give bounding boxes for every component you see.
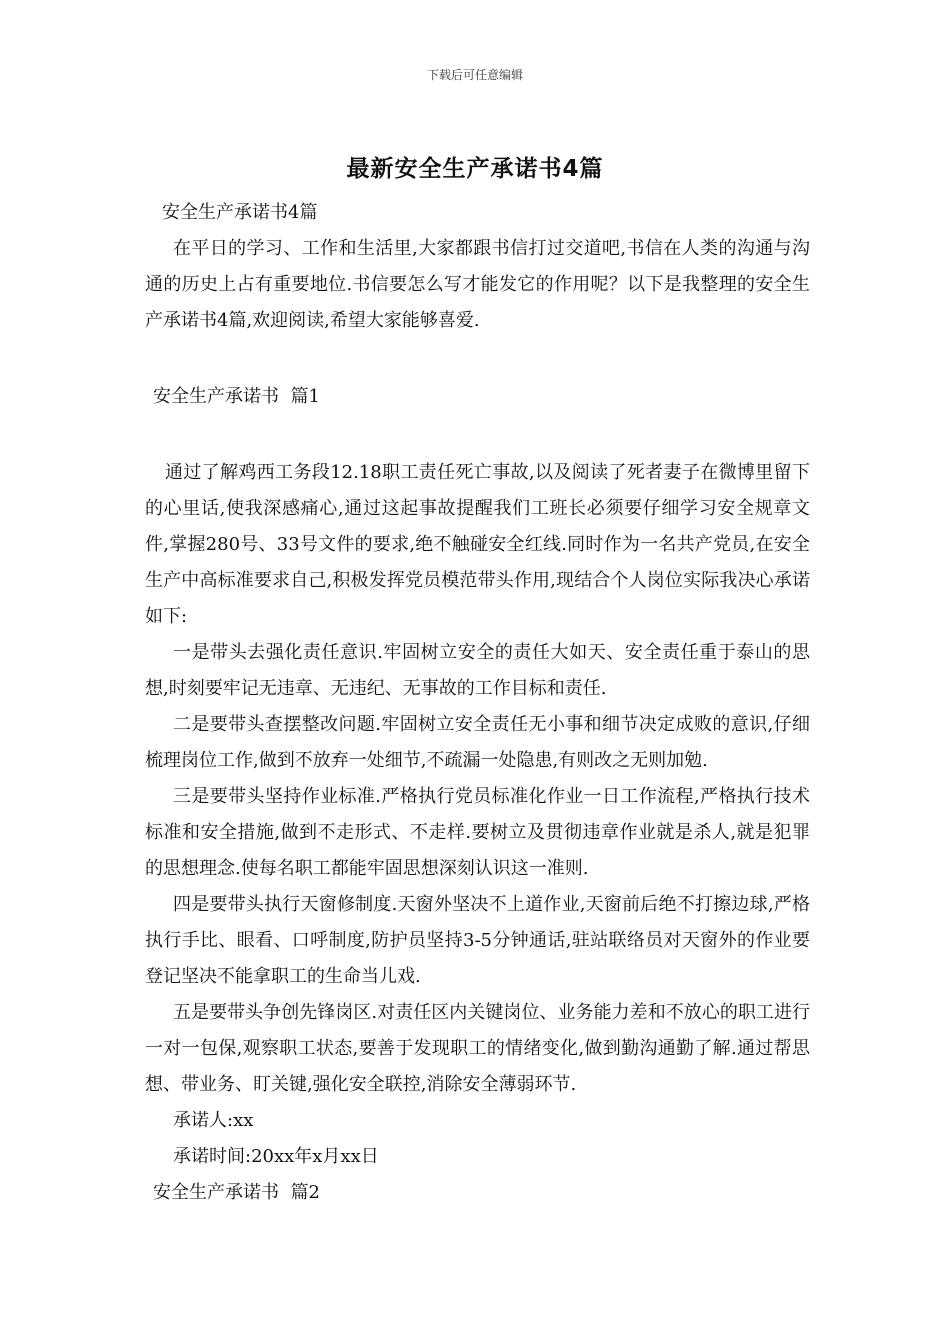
section-2-heading: 安全生产承诺书 篇2: [153, 1182, 320, 1203]
commitment-item-4: 四是要带头执行天窗修制度.天窗外坚决不上道作业,天窗前后绝不打擦边球,严格执行手比、眼看、口呼制度,防护员坚持3-5分钟通话,驻站联络员对天窗外的作业要登记坚决不能拿职工的生命当儿戏.: [145, 894, 810, 987]
signer-line: 承诺人:xx: [173, 1110, 254, 1131]
section-1-heading: 安全生产承诺书 篇1: [153, 386, 320, 407]
header-note: 下载后可任意编辑: [426, 68, 523, 82]
document-title: 最新安全生产承诺书4篇: [346, 156, 604, 182]
date-line: 承诺时间:20xx年x月xx日: [173, 1146, 379, 1167]
section-1-lead-paragraph: 通过了解鸡西工务段12.18职工责任死亡事故,以及阅读了死者妻子在微博里留下的心里话,使我深感痛心,通过这起事故提醒我们工班长必须要仔细学习安全规章文件,掌握280号、33号文件的要求,绝不触碰安全红线.同时作为一名共产党员,在安全生产中高标准要求自己,积极发挥党员模范带头作用,现结合个人岗位实际我决心承诺如下:: [145, 462, 810, 627]
document-body: [145, 195, 810, 1211]
commitment-item-3: 三是要带头坚持作业标准.严格执行党员标准化作业一日工作流程,严格执行技术标准和安全措施,做到不走形式、不走样.要树立及贯彻违章作业就是杀人,就是犯罪的思想理念.使每名职工都能牢固思想深刻认识这一准则.: [145, 786, 810, 879]
intro-paragraph: 在平日的学习、工作和生活里,大家都跟书信打过交道吧,书信在人类的沟通与沟通的历史上占有重要地位.书信要怎么写才能发它的作用呢？以下是我整理的安全生产承诺书4篇,欢迎阅读,希望大家能够喜爱.: [145, 238, 810, 331]
commitment-item-1: 一是带头去强化责任意识.牢固树立安全的责任大如天、安全责任重于泰山的思想,时刻要牢记无违章、无违纪、无事故的工作目标和责任.: [145, 642, 810, 699]
spacer: [145, 415, 810, 455]
spacer: [145, 339, 810, 379]
commitment-item-2: 二是要带头查摆整改问题.牢固树立安全责任无小事和细节决定成败的意识,仔细梳理岗位工作,做到不放弃一处细节,不疏漏一处隐患,有则改之无则加勉.: [145, 714, 810, 771]
document-subtitle: 安全生产承诺书4篇: [162, 202, 318, 223]
commitment-item-5: 五是要带头争创先锋岗区.对责任区内关键岗位、业务能力差和不放心的职工进行一对一包保,观察职工状态,要善于发现职工的情绪变化,做到勤沟通勤了解.通过帮思想、带业务、盯关键,强化安全联控,消除安全薄弱环节.: [145, 1002, 810, 1095]
